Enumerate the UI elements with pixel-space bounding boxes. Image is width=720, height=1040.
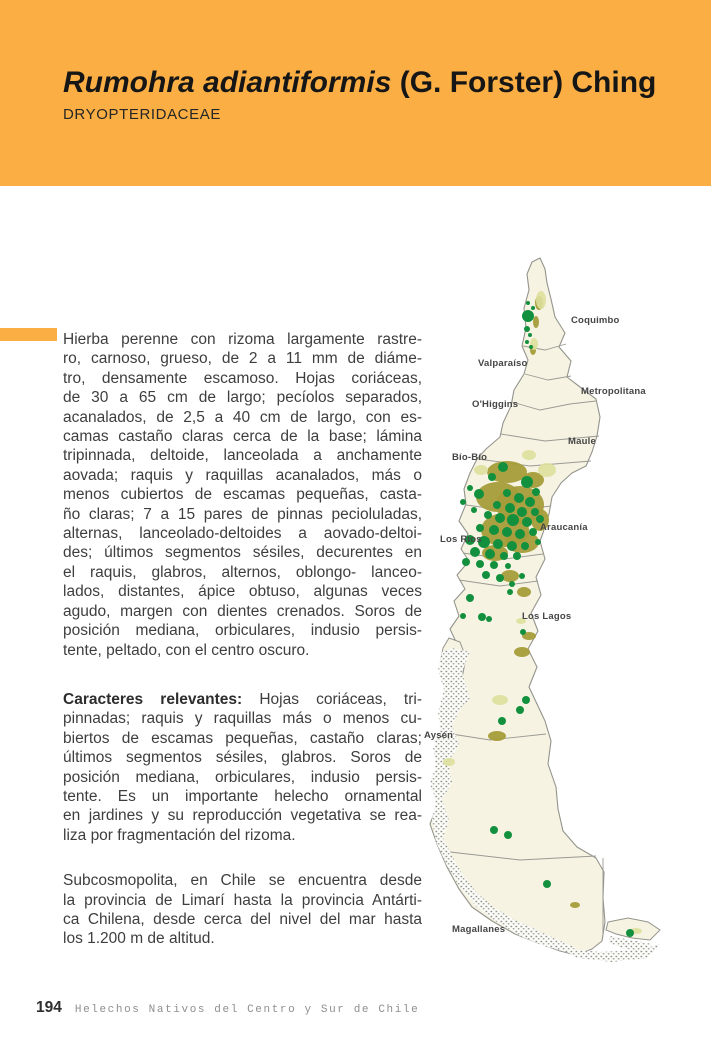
key-characters-paragraph — [63, 690, 422, 845]
text-line: Caracteres relevantes: Hojas coriáceas, tri- — [63, 690, 422, 708]
text-line: des; últimos segmentos sésiles, decurentes en — [63, 544, 422, 562]
body-text-column — [63, 330, 422, 949]
text-line: últimos segmentos sésiles, glabros. Soros de — [63, 749, 422, 767]
text-line: agudo, margen con dientes crenados. Soros de — [63, 602, 422, 620]
text-line: biertos de escamas pequeñas, castaño claras; — [63, 729, 422, 747]
map-region-label: Coquimbo — [571, 315, 620, 326]
text-line: tro, densamente escamoso. Hojas coriáceas, — [63, 369, 422, 387]
description-paragraph — [63, 330, 422, 660]
text-line: ro, carnoso, grueso, de 2 a 11 mm de diáme- — [63, 350, 422, 368]
map-region-label: O'Higgins — [472, 399, 519, 410]
text-line: menos cubiertos de escamas pequeñas, casta- — [63, 486, 422, 504]
map-region-label: Bío-Bío — [452, 452, 488, 463]
text-line: el raquis, glabros, alternos, oblongo- lanceo- — [63, 563, 422, 581]
text-line: ca Chilena, desde cerca del nivel del mar hasta — [63, 910, 422, 928]
map-region-label: Los Ríos — [440, 534, 482, 545]
text-line: aovada; raquis y raquillas acanalados, más o — [63, 466, 422, 484]
page-footer — [36, 999, 419, 1021]
map-region-label: Araucanía — [540, 522, 588, 533]
map-region-label: Magallanes — [452, 924, 506, 935]
text-line: lados, distantes, ápice obtuso, algunas veces — [63, 583, 422, 601]
map-region-label: Aysén — [424, 730, 454, 741]
text-line: alternas, lanceolado-deltoides a aovado-deltoi- — [63, 525, 422, 543]
map-region-label: Metropolitana — [581, 386, 646, 397]
distribution-map — [415, 253, 717, 998]
text-line: liza por fragmentación del rizoma. — [63, 826, 296, 844]
family-name: DRYOPTERIDACEAE — [63, 106, 221, 123]
book-title: Helechos Nativos del Centro y Sur de Chile — [74, 1004, 420, 1016]
text-line: de 30 a 65 cm de largo; pecíolos separados, — [63, 389, 422, 407]
text-line: posición mediana, orbiculares, indusio persis- — [63, 622, 422, 640]
text-line: tente. Es un importante helecho ornamental — [63, 787, 422, 805]
page-number: 194 — [36, 999, 62, 1016]
distribution-paragraph — [63, 871, 422, 949]
species-authority: (G. Forster) Ching — [391, 66, 657, 99]
text-line: Subcosmopolita, en Chile se encuentra desde — [63, 872, 422, 890]
text-line: posición mediana, orbiculares, indusio persis- — [63, 768, 422, 786]
text-line: tente, peltado, con el centro oscuro. — [63, 641, 310, 659]
text-line: pinnadas; raquis y raquillas más o menos cu- — [63, 710, 422, 728]
species-name: Rumohra adiantiformis — [63, 66, 392, 99]
text-line: en jardines y su reproducción vegetativa se rea- — [63, 807, 422, 825]
map-region-label: Valparaíso — [478, 358, 528, 369]
text-line: Hierba perenne con rizoma largamente rastre- — [63, 331, 422, 348]
text-line: tripinnada, deltoide, lanceolada a anchamente — [63, 447, 422, 465]
map-region-label: Maule — [568, 436, 596, 447]
text-line: camas castaño claras cerca de la base; lámina — [63, 428, 422, 446]
text-line: acanalados, de 2,5 a 40 cm de largo, con es- — [63, 408, 422, 426]
chile-map-svg — [415, 253, 717, 998]
header-band — [0, 0, 711, 186]
map-region-label: Los Lagos — [522, 611, 572, 622]
text-line: la provincia de Limarí hasta la provincia Antárti- — [63, 891, 422, 909]
margin-accent-bar — [0, 328, 57, 341]
page-title — [63, 66, 656, 100]
text-line: ño claras; 7 a 15 pares de pinnas pecioluladas, — [63, 505, 422, 523]
text-line: los 1.200 m de altitud. — [63, 930, 215, 948]
